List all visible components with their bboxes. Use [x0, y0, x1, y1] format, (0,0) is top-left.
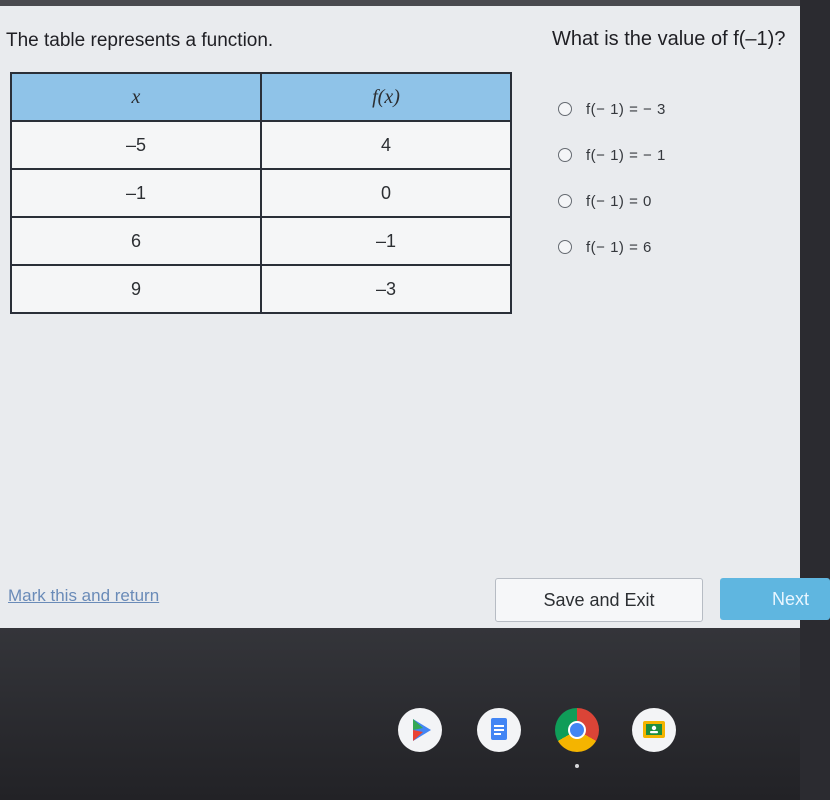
assessment-screen [0, 6, 810, 628]
table-row [11, 121, 511, 169]
answer-option-3[interactable] [558, 178, 666, 224]
radio-button[interactable] [558, 102, 572, 116]
prompt-text: The table represents a function. [6, 30, 274, 51]
radio-button[interactable] [558, 240, 572, 254]
answer-option-2[interactable] [558, 132, 666, 178]
save-and-exit-button[interactable]: Save and Exit [495, 578, 703, 622]
table-cell: 6 [11, 217, 261, 265]
option-label: f(− 1) = − 1 [586, 146, 666, 164]
table-row [11, 265, 511, 313]
active-app-indicator [575, 764, 579, 768]
table-cell: 4 [261, 121, 511, 169]
option-label: f(− 1) = 0 [586, 192, 652, 210]
next-button[interactable]: Next [720, 578, 830, 620]
answer-option-4[interactable] [558, 224, 666, 270]
radio-button[interactable] [558, 148, 572, 162]
table-cell: –5 [11, 121, 261, 169]
google-docs-icon[interactable] [477, 708, 521, 752]
function-table [10, 72, 512, 314]
table-header-row [11, 73, 511, 121]
table-cell: –1 [11, 169, 261, 217]
table-cell: –3 [261, 265, 511, 313]
question-text: What is the value of f(–1)? [552, 28, 786, 50]
radio-button[interactable] [558, 194, 572, 208]
option-label: f(− 1) = 6 [586, 238, 652, 256]
option-label: f(− 1) = − 3 [586, 100, 666, 118]
table-cell: –1 [261, 217, 511, 265]
answer-option-1[interactable] [558, 86, 666, 132]
header-fx: f(x) [261, 73, 511, 121]
table-cell: 9 [11, 265, 261, 313]
chrome-icon[interactable] [555, 708, 599, 752]
table-cell: 0 [261, 169, 511, 217]
header-x: x [11, 73, 261, 121]
mark-and-return-link[interactable]: Mark this and return [8, 586, 160, 605]
table-row [11, 169, 511, 217]
google-classroom-icon[interactable] [632, 708, 676, 752]
table-row [11, 217, 511, 265]
answer-options [558, 86, 666, 270]
play-store-icon[interactable] [398, 708, 442, 752]
